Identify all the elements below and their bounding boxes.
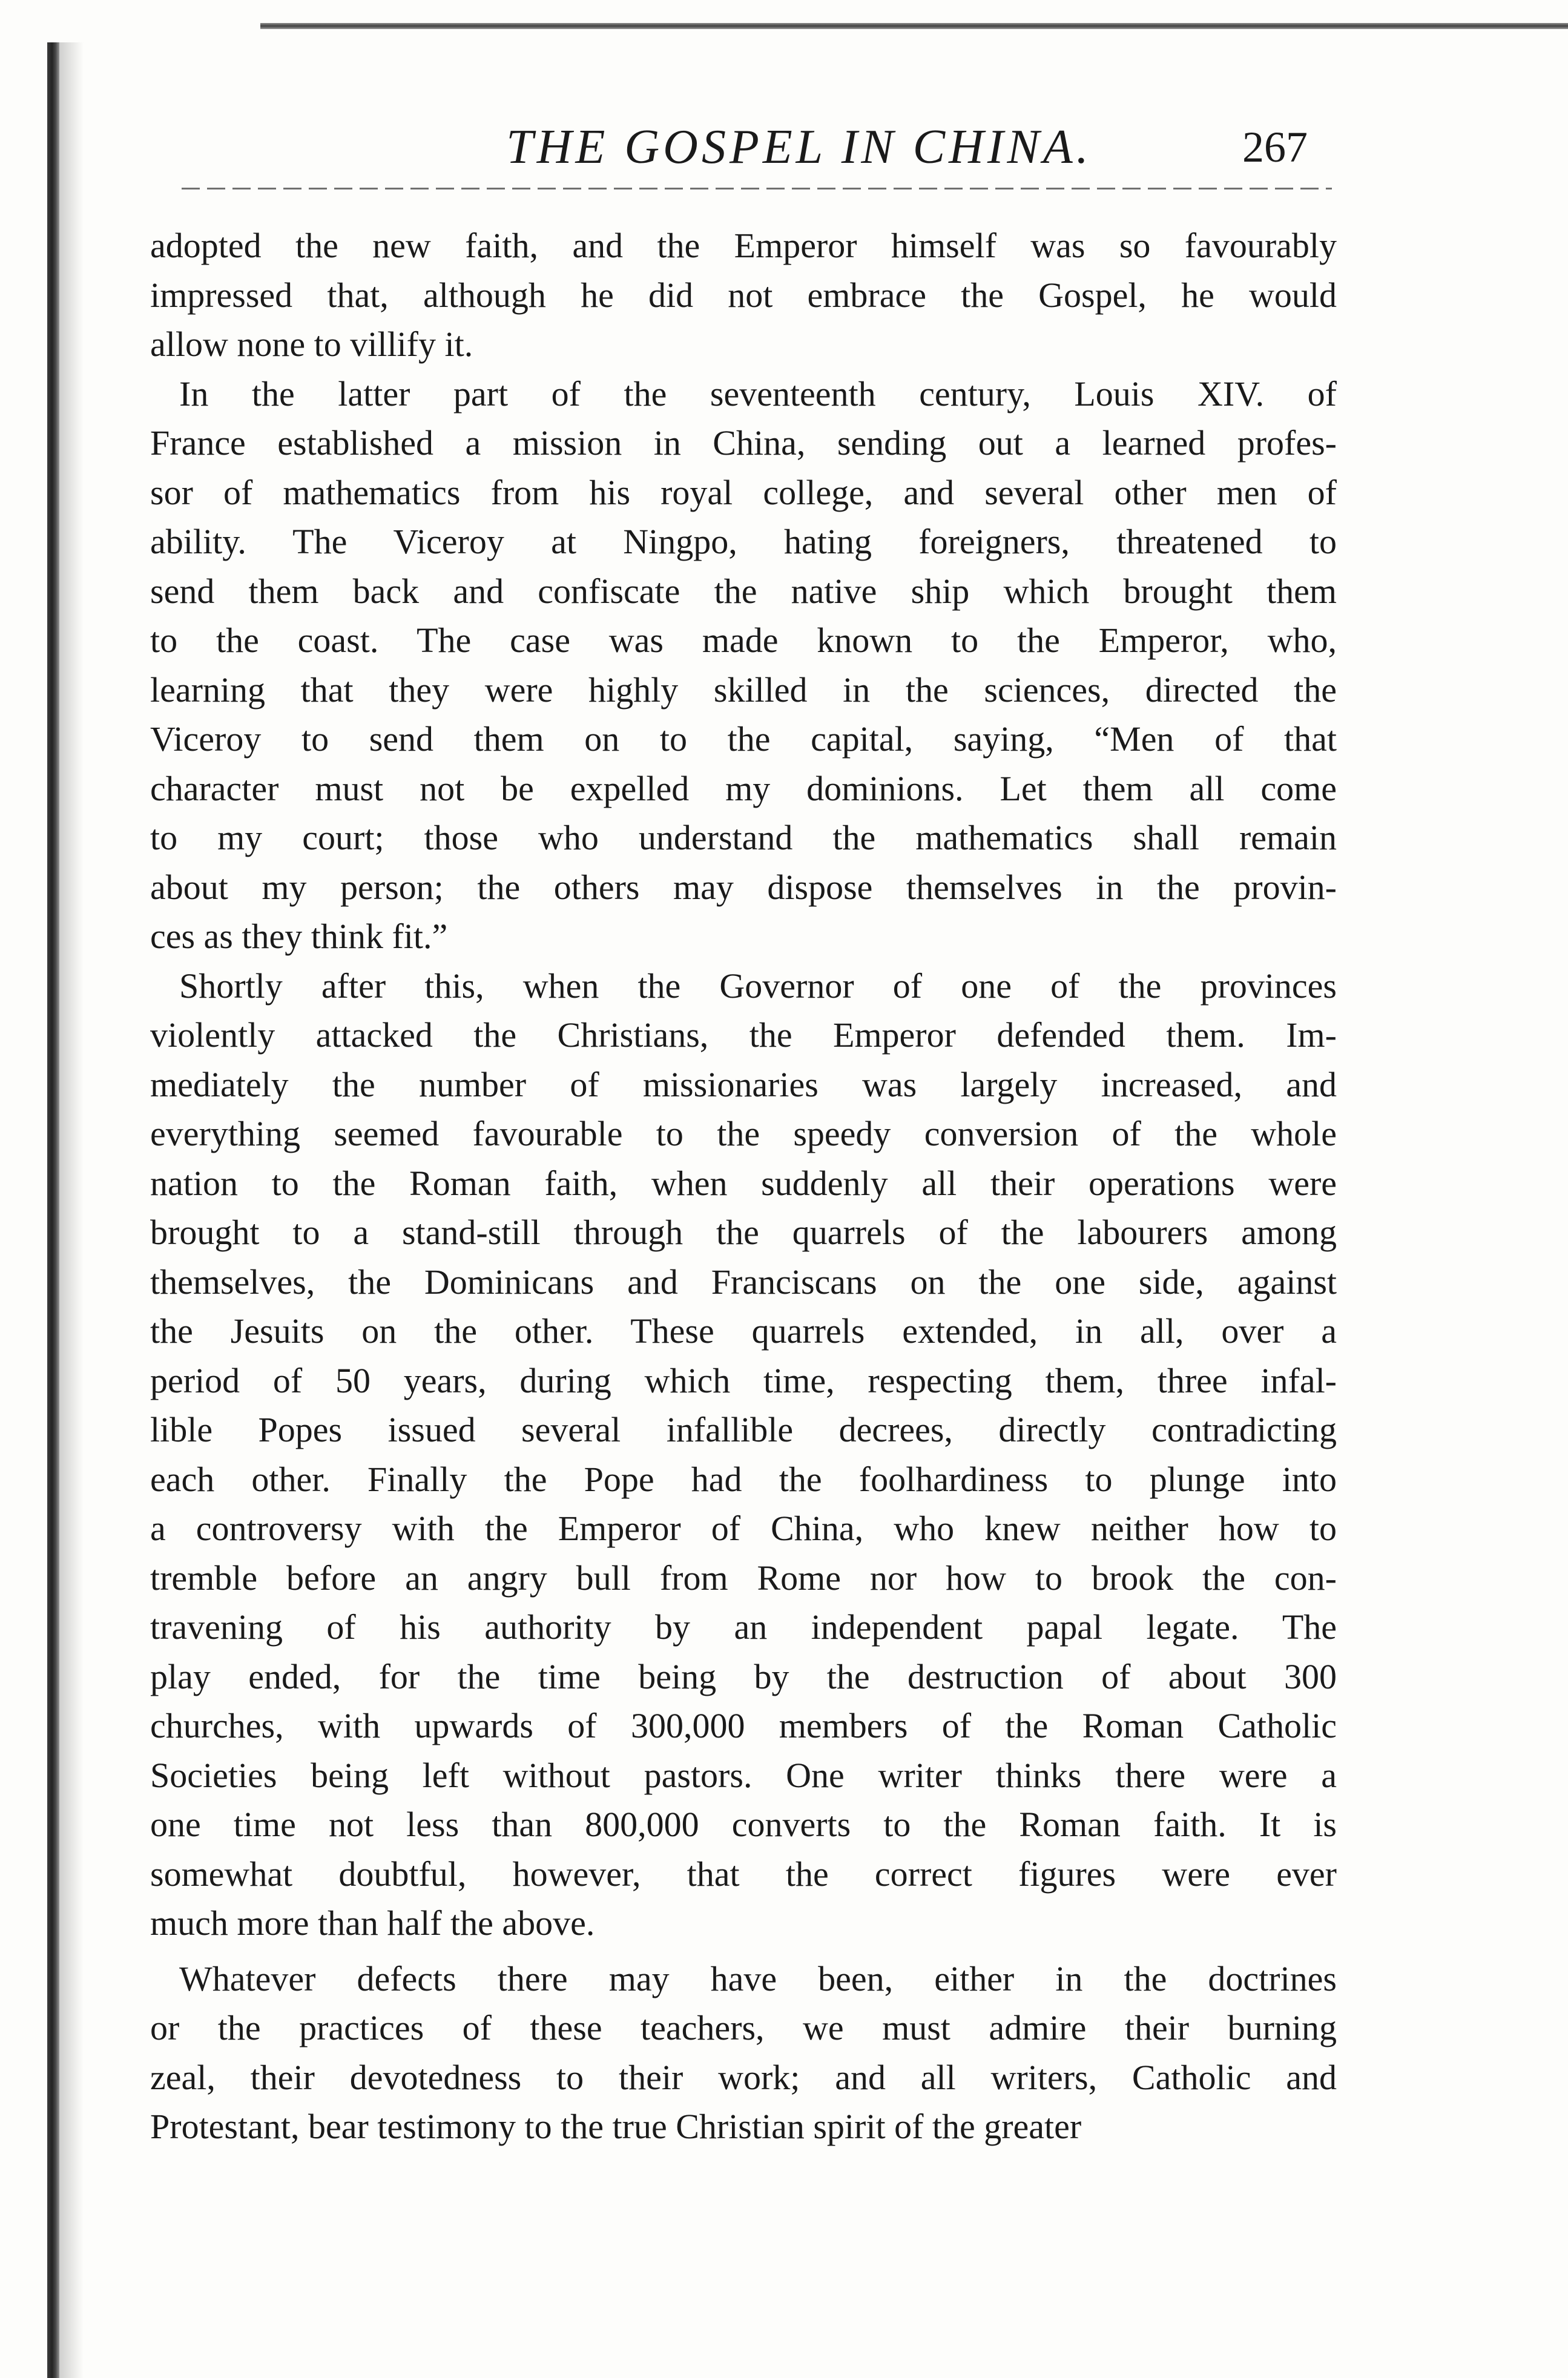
text-line: allow none to villify it. xyxy=(150,324,473,364)
text-line: In the latter part of the seventeenth century, Louis XIV. of xyxy=(179,374,1337,413)
text-line: travening of his authority by an independent papal legate. The xyxy=(150,1607,1337,1647)
text-line: nation to the Roman faith, when suddenly all their operations were xyxy=(150,1163,1337,1203)
text-line: about my person; the others may dispose themselves in the provin- xyxy=(150,867,1337,907)
text-line: to the coast. The case was made known to the Emperor, who, xyxy=(150,621,1337,660)
text-line: sor of mathematics from his royal college, and several other men of xyxy=(150,472,1337,512)
text-line: France established a mission in China, sending out a learned profes- xyxy=(150,423,1337,463)
text-line: brought to a stand-still through the quarrels of the labourers among xyxy=(150,1213,1337,1252)
text-line: to my court; those who understand the mathematics shall remain xyxy=(150,818,1337,857)
paragraph xyxy=(150,369,1337,961)
text-line: Protestant, bear testimony to the true Christian spirit of the greater xyxy=(150,2107,1082,2146)
text-line: zeal, their devotedness to their work; and all writers, Catholic and xyxy=(150,2057,1337,2097)
paragraph xyxy=(150,221,1337,369)
text-line: Shortly after this, when the Governor of one of the provinces xyxy=(179,966,1337,1006)
text-line: tremble before an angry bull from Rome nor how to brook the con- xyxy=(150,1558,1337,1598)
top-scan-rule xyxy=(260,23,1568,29)
binding-edge-shadow xyxy=(59,42,84,2378)
page-header xyxy=(151,114,1332,186)
text-line: play ended, for the time being by the destruction of about 300 xyxy=(150,1656,1337,1696)
page-number: 267 xyxy=(1242,123,1308,171)
paragraph xyxy=(150,961,1337,1948)
running-title: THE GOSPEL IN CHINA. xyxy=(506,120,1092,174)
text-line: Societies being left without pastors. One writer thinks there were a xyxy=(150,1755,1337,1795)
text-line: one time not less than 800,000 converts to the Roman faith. It is xyxy=(150,1805,1337,1844)
text-line: much more than half the above. xyxy=(150,1903,595,1943)
paragraph xyxy=(150,1954,1337,2152)
body-text xyxy=(150,221,1337,2152)
text-line: learning that they were highly skilled in the sciences, directed the xyxy=(150,670,1337,710)
text-line: period of 50 years, during which time, respecting them, three infal- xyxy=(150,1360,1337,1400)
text-line: somewhat doubtful, however, that the correct figures were ever xyxy=(150,1854,1337,1894)
text-line: impressed that, although he did not embrace the Gospel, he would xyxy=(150,275,1337,315)
text-line: ability. The Viceroy at Ningpo, hating foreigners, threatened to xyxy=(150,522,1337,561)
header-rule xyxy=(182,188,1332,189)
text-line: the Jesuits on the other. These quarrels extended, in all, over a xyxy=(150,1311,1337,1351)
text-line: Viceroy to send them on to the capital, saying, “Men of that xyxy=(150,719,1337,759)
binding-edge xyxy=(47,42,59,2378)
text-line: each other. Finally the Pope had the foolhardiness to plunge into xyxy=(150,1459,1337,1499)
text-line: themselves, the Dominicans and Franciscans on the one side, against xyxy=(150,1262,1337,1302)
text-line: mediately the number of missionaries was largely increased, and xyxy=(150,1064,1337,1104)
text-line: send them back and confiscate the native ship which brought them xyxy=(150,571,1337,611)
text-line: lible Popes issued several infallible decrees, directly contradicting xyxy=(150,1410,1337,1449)
text-line: Whatever defects there may have been, either in the doctrines xyxy=(179,1958,1337,1998)
text-line: churches, with upwards of 300,000 members of the Roman Catholic xyxy=(150,1706,1337,1745)
text-line: character must not be expelled my dominions. Let them all come xyxy=(150,768,1337,808)
text-line: ces as they think fit.” xyxy=(150,917,448,956)
text-line: a controversy with the Emperor of China, who knew neither how to xyxy=(150,1509,1337,1548)
text-line: everything seemed favourable to the speedy conversion of the whole xyxy=(150,1114,1337,1153)
paragraph-gap xyxy=(150,1948,1337,1954)
text-line: adopted the new faith, and the Emperor himself was so favourably xyxy=(150,226,1337,265)
text-line: or the practices of these teachers, we must admire their burning xyxy=(150,2008,1337,2047)
text-line: violently attacked the Christians, the Emperor defended them. Im- xyxy=(150,1015,1337,1055)
